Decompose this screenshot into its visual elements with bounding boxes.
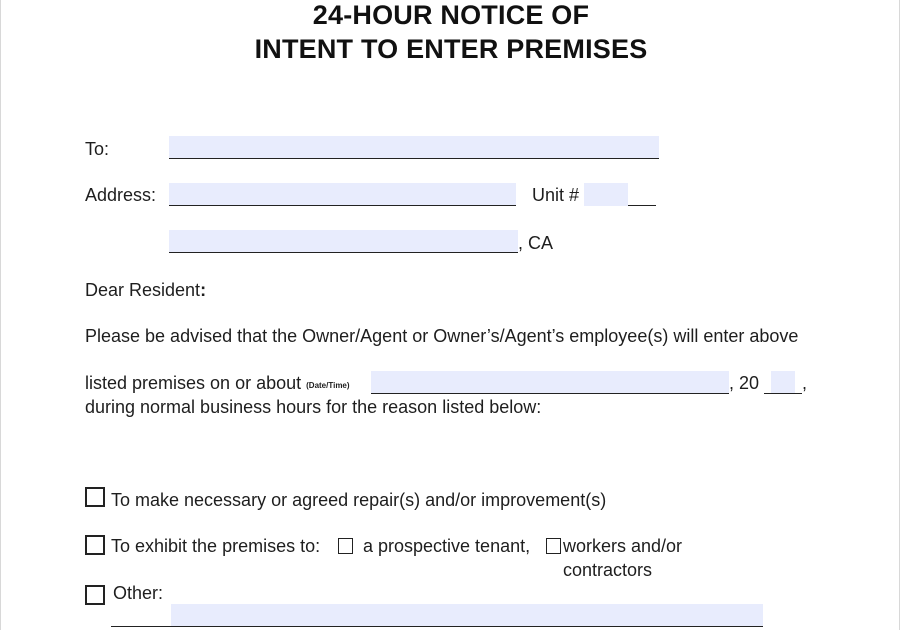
exhibit-checkbox[interactable] bbox=[85, 535, 105, 555]
year-suffix: , bbox=[802, 373, 808, 393]
other-label: Other: bbox=[113, 583, 164, 603]
workers-checkbox[interactable] bbox=[546, 538, 561, 554]
document-title-line-1: 24-HOUR NOTICE OF bbox=[312, 0, 590, 30]
repair-label: To make necessary or agreed repair(s) and/or improvement(s) bbox=[111, 490, 607, 510]
year-field[interactable] bbox=[771, 371, 795, 393]
other-checkbox[interactable] bbox=[85, 585, 105, 605]
paragraph-line-2-text: listed premises on or about bbox=[85, 373, 307, 393]
unit-label: Unit # bbox=[532, 185, 580, 205]
document-title-line-2: INTENT TO ENTER PREMISES bbox=[254, 34, 648, 64]
repair-checkbox[interactable] bbox=[85, 487, 105, 507]
unit-field[interactable] bbox=[584, 183, 628, 206]
salutation-colon: : bbox=[200, 280, 207, 300]
city-field[interactable] bbox=[169, 230, 518, 253]
other-field[interactable] bbox=[171, 604, 763, 626]
workers-label-line-2: contractors bbox=[563, 560, 653, 580]
paragraph-line-1: Please be advised that the Owner/Agent or Owner’s/Agent’s employee(s) will enter above bbox=[85, 326, 799, 346]
prospective-tenant-label: a prospective tenant, bbox=[363, 536, 531, 556]
state-suffix: , CA bbox=[518, 233, 554, 253]
to-label: To: bbox=[85, 139, 110, 159]
address-label: Address: bbox=[85, 185, 157, 205]
to-field[interactable] bbox=[169, 136, 659, 159]
paragraph-line-2 bbox=[85, 373, 350, 394]
salutation bbox=[85, 280, 206, 301]
date-time-hint: (Date/Time) bbox=[306, 381, 350, 390]
exhibit-label: To exhibit the premises to: bbox=[111, 536, 321, 556]
address-field[interactable] bbox=[169, 183, 516, 206]
year-prefix: , 20 bbox=[729, 373, 760, 393]
workers-label-line-1: workers and/or bbox=[563, 536, 683, 556]
salutation-text: Dear Resident bbox=[85, 280, 201, 300]
prospective-tenant-checkbox[interactable] bbox=[338, 538, 353, 554]
paragraph-line-3: during normal business hours for the reason listed below: bbox=[85, 397, 542, 417]
date-time-field[interactable] bbox=[371, 371, 729, 394]
